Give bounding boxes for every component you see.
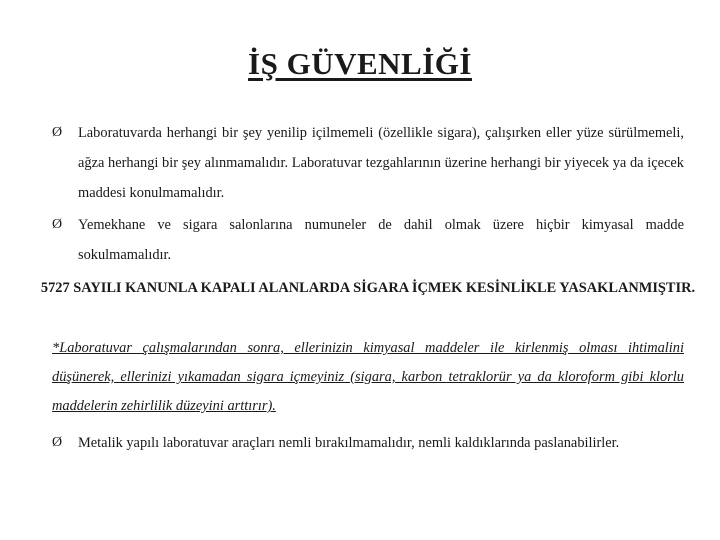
bullet-item-no-samples bbox=[52, 210, 684, 270]
arrow-bullet-icon: Ø bbox=[52, 125, 63, 140]
bullet-item-metal-tools bbox=[52, 428, 684, 458]
smoking-ban-warning: 5727 SAYILI KANUNLA KAPALI ALANLARDA SİGARA İÇMEK KESİNLİKLE YASAKLANMIŞTIR. bbox=[40, 280, 696, 296]
bullet-text: Metalik yapılı laboratuvar araçları nemli bırakılmamalıdır, nemli kaldıklarında paslanabilirler. bbox=[78, 435, 620, 451]
handwashing-note: *Laboratuvar çalışmalarından sonra, ellerinizin kimyasal maddeler ile kirlenmiş olması ihtimalini düşünerek, ellerinizi yıkamadan sigara içmeyiniz (sigara, karbon tetraklorür ya da kloroform gibi klorlu maddelerin zehirlilik düzeyini arttırır). bbox=[52, 340, 684, 414]
bullet-item-no-food bbox=[52, 118, 684, 208]
bullet-text: Yemekhane ve sigara salonlarına numuneler de dahil olmak üzere hiçbir kimyasal madde sokulmamalıdır. bbox=[78, 217, 684, 263]
arrow-bullet-icon: Ø bbox=[52, 217, 63, 232]
bullet-text: Laboratuvarda herhangi bir şey yenilip içilmemeli (özellikle sigara), çalışırken eller yüze sürülmemeli, ağza herhangi bir şey alınmamalıdır. Laboratuvar tezgahlarının üzerine herhangi bir yiyecek ya da içecek maddesi konulmamalıdır. bbox=[78, 125, 684, 201]
arrow-bullet-icon: Ø bbox=[52, 435, 63, 450]
page-title: İŞ GÜVENLİĞİ bbox=[248, 46, 472, 81]
